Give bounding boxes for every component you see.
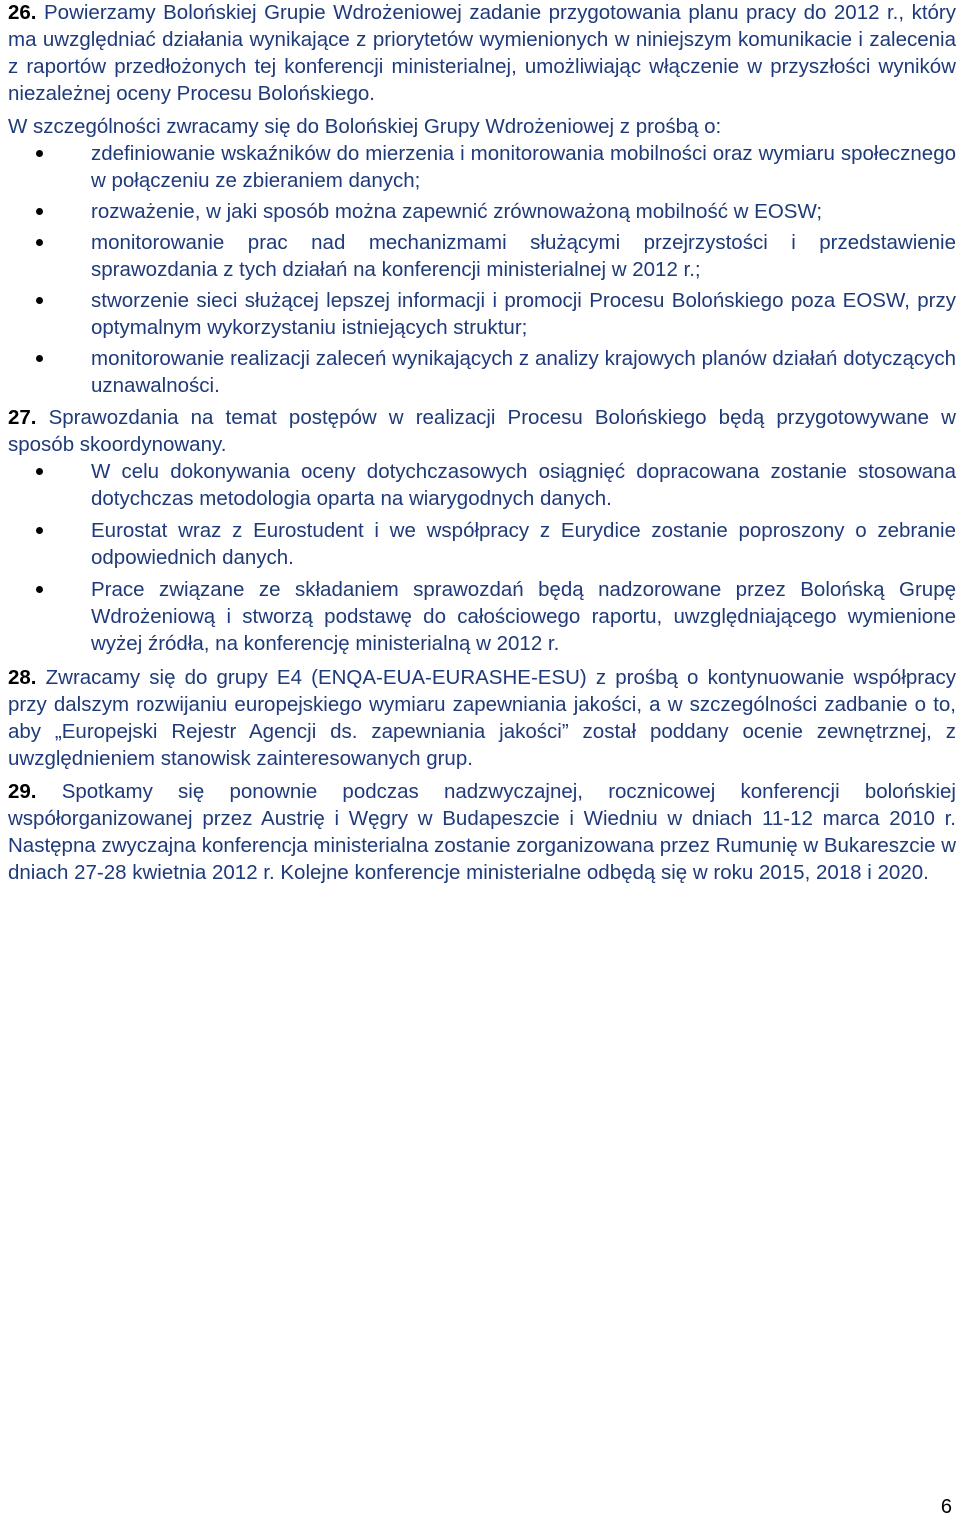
page-number: 6 — [940, 1496, 952, 1518]
paragraph-text: Sprawozdania na temat postępów w realizacji Procesu Bolońskiego będą przygotowywane w sposób skoordynowany. — [8, 406, 956, 456]
list-item-text: W celu dokonywania oceny dotychczasowych osiągnięć dopracowana zostanie stosowana dotychczas metodologia oparta na wiarygodnych danych. — [91, 460, 956, 510]
bullet-icon — [36, 586, 43, 593]
paragraph-number: 27. — [8, 406, 37, 429]
bullet-list-26 — [8, 140, 956, 399]
list-item-text: Prace związane ze składaniem sprawozdań będą nadzorowane przez Bolońską Grupę Wdrożeniową i stworzą podstawę do całościowego raportu, uwzględniającego wymienione wyżej źródła, na konferencję ministerialną w 2012 r. — [91, 578, 956, 655]
paragraph-text: Powierzamy Bolońskiej Grupie Wdrożeniowej zadanie przygotowania planu pracy do 2012 r., który ma uwzględniać działania wynikające z priorytetów wymienionych w niniejszym komunikacie i zalecenia z raportów przedłożonych tej konferencji ministerialnej, umożliwiając włączenie w przyszłości wyników niezależnej oceny Procesu Bolońskiego. — [8, 1, 956, 105]
paragraph-text: Spotkamy się ponownie podczas nadzwyczajnej, rocznicowej konferencji bolońskiej współorganizowanej przez Austrię i Węgry w Budapeszcie i Wiedniu w dniach 11-12 marca 2010 r. Następna zwyczajna konferencja ministerialna zostanie zorganizowana przez Rumunię w Bukareszcie w dniach 27-28 kwietnia 2012 r. Kolejne konferencje ministerialne odbędą się w roku 2015, 2018 i 2020. — [8, 780, 957, 884]
list-item — [8, 576, 956, 657]
list-item — [8, 229, 956, 283]
list-item-text: stworzenie sieci służącej lepszej informacji i promocji Procesu Bolońskiego poza EOSW, przy optymalnym wykorzystaniu istniejących struktur; — [91, 289, 956, 339]
paragraph-27 — [8, 404, 956, 458]
bullet-icon — [36, 468, 43, 475]
paragraph-text: Zwracamy się do grupy E4 (ENQA-EUA-EURASHE-ESU) z prośbą o kontynuowanie współpracy przy dalszym rozwijaniu europejskiego wymiaru zapewniania jakości, a w szczególności zadbanie o to, aby „Europejski Rejestr Agencji ds. zapewniania jakości” został poddany ocenie zewnętrznej, z uwzględnieniem stanowisk zainteresowanych grup. — [8, 666, 956, 770]
paragraph-26-intro: W szczególności zwracamy się do Bolońskiej Grupy Wdrożeniowej z prośbą o: — [8, 115, 722, 138]
list-item — [8, 140, 956, 194]
list-item — [8, 198, 956, 225]
list-item — [8, 345, 956, 399]
list-item-text: monitorowanie prac nad mechanizmami służącymi przejrzystości i przedstawienie sprawozdania z tych działań na konferencji ministerialnej w 2012 r.; — [91, 231, 956, 281]
bullet-icon — [36, 208, 43, 215]
list-item-text: monitorowanie realizacji zaleceń wynikających z analizy krajowych planów działań dotyczących uznawalności. — [91, 347, 956, 397]
list-item-text: rozważenie, w jaki sposób można zapewnić zrównoważoną mobilność w EOSW; — [91, 200, 823, 223]
bullet-list-27 — [8, 458, 956, 657]
bullet-icon — [36, 527, 43, 534]
document-page — [8, 0, 956, 886]
list-item-text: zdefiniowanie wskaźników do mierzenia i monitorowania mobilności oraz wymiaru społecznego w połączeniu ze zbieraniem danych; — [91, 142, 956, 192]
bullet-icon — [36, 355, 43, 362]
paragraph-number: 29. — [8, 780, 37, 803]
bullet-icon — [36, 297, 43, 304]
bullet-icon — [36, 239, 43, 246]
list-item-text: Eurostat wraz z Eurostudent i we współpracy z Eurydice zostanie poproszony o zebranie odpowiednich danych. — [91, 519, 956, 569]
list-item — [8, 458, 956, 512]
paragraph-26 — [8, 0, 956, 107]
bullet-icon — [36, 150, 43, 157]
paragraph-number: 26. — [8, 1, 37, 24]
paragraph-28 — [8, 664, 956, 772]
list-item — [8, 287, 956, 341]
paragraph-29 — [8, 778, 956, 886]
list-item — [8, 517, 956, 571]
paragraph-number: 28. — [8, 666, 37, 689]
